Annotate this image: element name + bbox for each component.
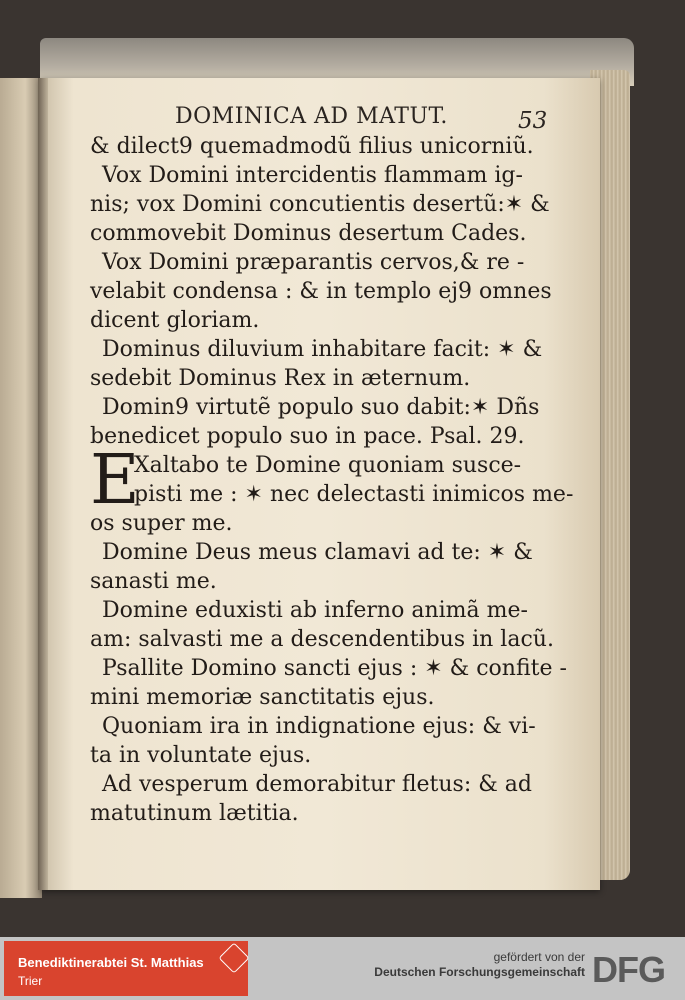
institution-city: Trier — [18, 974, 43, 988]
text-line: dicent gloriam. — [90, 308, 260, 333]
text-line: nis; vox Domini concutientis desertũ:✶ & — [90, 192, 550, 217]
psalm-opening — [90, 441, 574, 538]
text-line: commovebit Dominus desertum Cades. — [90, 221, 527, 246]
page-body-text — [90, 132, 574, 828]
funder-name: Deutschen Forschungsgemeinschaft — [374, 965, 585, 979]
text-line: matutinum lætitia. — [90, 801, 299, 826]
text-line: os super me. — [90, 511, 233, 536]
abbey-emblem-icon — [218, 942, 249, 973]
text-line: Dominus diluvium inhabitare facit: ✶ & — [102, 337, 543, 362]
text-line: Psallite Domino sancti ejus : ✶ & confite - — [102, 656, 567, 681]
text-line: ta in voluntate ejus. — [90, 743, 312, 768]
text-line: sedebit Dominus Rex in æternum. — [90, 366, 471, 391]
dfg-logo[interactable]: DFG — [592, 949, 665, 990]
text-line: sanasti me. — [90, 569, 217, 594]
footer-bar — [0, 937, 685, 1000]
text-line: Domine Deus meus clamavi ad te: ✶ & — [102, 540, 533, 565]
text-line: am: salvasti me a descendentibus in lacũ. — [90, 627, 554, 652]
page-number: 53 — [518, 108, 548, 134]
funded-by-label: gefördert von der — [493, 950, 585, 964]
text-line: benedicet populo suo in pace. Psal. 29. — [90, 424, 525, 449]
book-gutter — [38, 78, 48, 890]
text-line: Domine eduxisti ab inferno animã me- — [102, 598, 528, 623]
text-line: Vox Domini præparantis cervos,& re - — [102, 250, 525, 275]
funding-credit — [374, 950, 585, 979]
text-line: & dilect9 quemadmodũ filius unicorniũ. — [90, 134, 534, 159]
text-line: Vox Domini intercidentis flammam ig- — [102, 163, 523, 188]
text-line: Domin9 virtutẽ populo suo dabit:✶ Dñs — [102, 395, 540, 420]
text-line: Quoniam ira in indignatione ejus: & vi- — [102, 714, 536, 739]
institution-banner[interactable] — [4, 941, 248, 996]
text-line: Ad vesperum demorabitur fletus: & ad — [102, 772, 532, 797]
text-line: mini memoriæ sanctitatis ejus. — [90, 685, 435, 710]
institution-name: Benediktinerabtei St. Matthias — [18, 955, 204, 970]
text-line: Xaltabo te Domine quoniam susce- — [134, 453, 522, 478]
text-line: velabit condensa : & in templo ej9 omnes — [90, 279, 552, 304]
facing-page-edge — [0, 78, 42, 898]
running-head: DOMINICA AD MATUT. — [175, 104, 448, 129]
text-line: pisti me : ✶ nec delectasti inimicos me- — [134, 482, 574, 507]
drop-cap-initial: E — [90, 441, 140, 520]
